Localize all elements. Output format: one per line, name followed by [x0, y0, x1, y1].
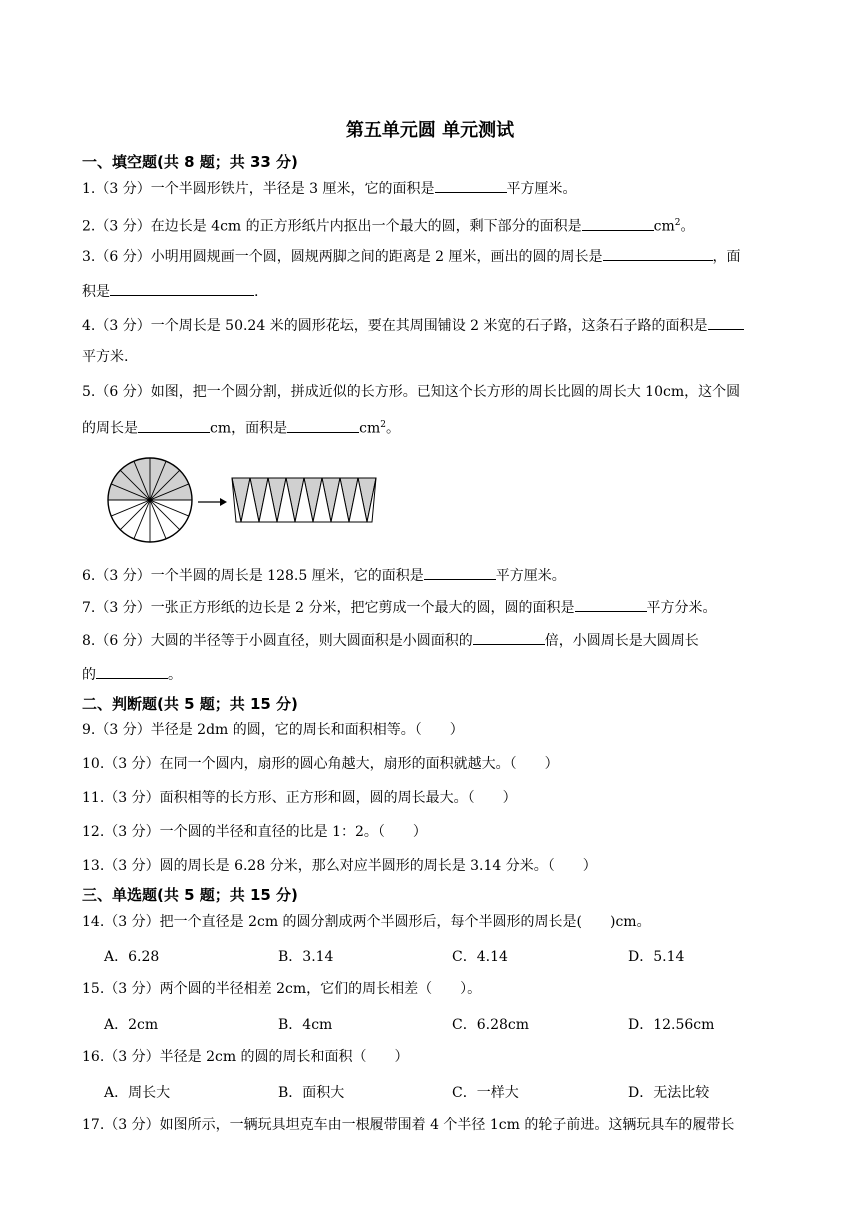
answer-blank[interactable] — [708, 315, 744, 330]
answer-blank[interactable] — [287, 418, 359, 433]
question-7: 7.（3 分）一张正方形纸的边长是 2 分米，把它剪成一个最大的圆，圆的面积是 平方分米。 — [82, 597, 717, 618]
option-b[interactable]: B．3.14 — [278, 949, 334, 965]
option-d[interactable]: D．5.14 — [628, 949, 685, 965]
section-fill-heading: 一、填空题(共 8 题；共 33 分) — [82, 153, 298, 171]
question-12: 12.（3 分）一个圆的半径和直径的比是 1：2。（ ） — [82, 824, 427, 840]
answer-blank[interactable] — [96, 664, 168, 679]
option-b[interactable]: B．4cm — [278, 1017, 333, 1033]
question-10: 10.（3 分）在同一个圆内，扇形的圆心角越大，扇形的面积就越大。（ ） — [82, 756, 559, 772]
answer-blank[interactable] — [603, 246, 713, 261]
section-judge-heading: 二、判断题(共 5 题；共 15 分) — [82, 695, 298, 713]
question-17: 17.（3 分）如图所示，一辆玩具坦克车由一根履带围着 4 个半径 1cm 的轮子前进。这辆玩具车的履带长 — [82, 1117, 735, 1133]
answer-blank[interactable] — [138, 418, 210, 433]
answer-blank[interactable] — [424, 565, 496, 580]
question-15: 15.（3 分）两个圆的半径相差 2cm，它们的周长相差（ ）。 — [82, 981, 482, 997]
question-5-line-2: 的周长是 cm，面积是 $cm^2$。 — [82, 415, 400, 439]
page-title: 第五单元圆 单元测试 — [345, 120, 515, 141]
approximate-rectangle — [232, 478, 376, 522]
question-9: 9.（3 分）半径是 2dm 的圆，它的周长和面积相等。（ ） — [82, 722, 464, 738]
question-3: 3.（6 分）小明用圆规画一个圆，圆规两脚之间的距离是 2 厘米，画出的圆的周长是 ，面 — [82, 246, 741, 267]
question-8: 8.（6 分）大圆的半径等于小圆直径，则大圆面积是小圆面积的 倍，小圆周长是大圆周长 — [82, 630, 699, 651]
answer-blank[interactable] — [575, 597, 647, 612]
option-c[interactable]: C．一样大 — [452, 1085, 519, 1101]
option-b[interactable]: B．面积大 — [278, 1085, 345, 1101]
question-11: 11.（3 分）面积相等的长方形、正方形和圆，圆的周长最大。（ ） — [82, 790, 517, 806]
question-13: 13.（3 分）圆的周长是 6.28 分米，那么对应半圆形的周长是 3.14 分米。（ ） — [82, 858, 597, 874]
option-c[interactable]: C．6.28cm — [452, 1017, 529, 1033]
option-a[interactable]: A．2cm — [104, 1017, 159, 1033]
question-3-line-2: 积是 . — [82, 281, 258, 302]
question-6: 6.（3 分）一个半圆的周长是 128.5 厘米，它的面积是 平方厘米。 — [82, 565, 566, 586]
question-2: 2.（3 分）在边长是 4cm 的正方形纸片内抠出一个最大的圆，剩下部分的面积是 $cm^2$。 — [82, 213, 695, 237]
option-a[interactable]: A．周长大 — [104, 1085, 171, 1101]
question-4-line-2: 平方米. — [82, 349, 129, 365]
option-a[interactable]: A．6.28 — [104, 949, 160, 965]
answer-blank[interactable] — [473, 630, 545, 645]
option-c[interactable]: C．4.14 — [452, 949, 508, 965]
question-5: 5.（6 分）如图，把一个圆分割，拼成近似的长方形。已知这个长方形的周长比圆的周长大 10cm，这个圆 — [82, 384, 741, 400]
question-14: 14.（3 分）把一个直径是 2cm 的圆分割成两个半圆形后，每个半圆形的周长是( )cm。 — [82, 914, 651, 930]
divided-circle — [108, 458, 192, 542]
question-4: 4.（3 分）一个周长是 50.24 米的圆形花坛，要在其周围铺设 2 米宽的石子路，这条石子路的面积是 — [82, 315, 744, 336]
option-d[interactable]: D．12.56cm — [628, 1017, 715, 1033]
arrow-icon — [198, 498, 227, 506]
question-1: 1.（3 分）一个半圆形铁片，半径是 3 厘米，它的面积是 平方厘米。 — [82, 178, 577, 199]
section-choice-heading: 三、单选题(共 5 题；共 15 分) — [82, 886, 298, 904]
answer-blank[interactable] — [435, 178, 507, 193]
answer-blank[interactable] — [110, 281, 254, 296]
option-d[interactable]: D．无法比较 — [628, 1085, 710, 1101]
answer-blank[interactable] — [582, 216, 654, 231]
question-8-line-2: 的 。 — [82, 664, 182, 685]
circle-to-rectangle-figure — [104, 456, 384, 548]
question-16: 16.（3 分）半径是 2cm 的圆的周长和面积（ ） — [82, 1049, 409, 1065]
